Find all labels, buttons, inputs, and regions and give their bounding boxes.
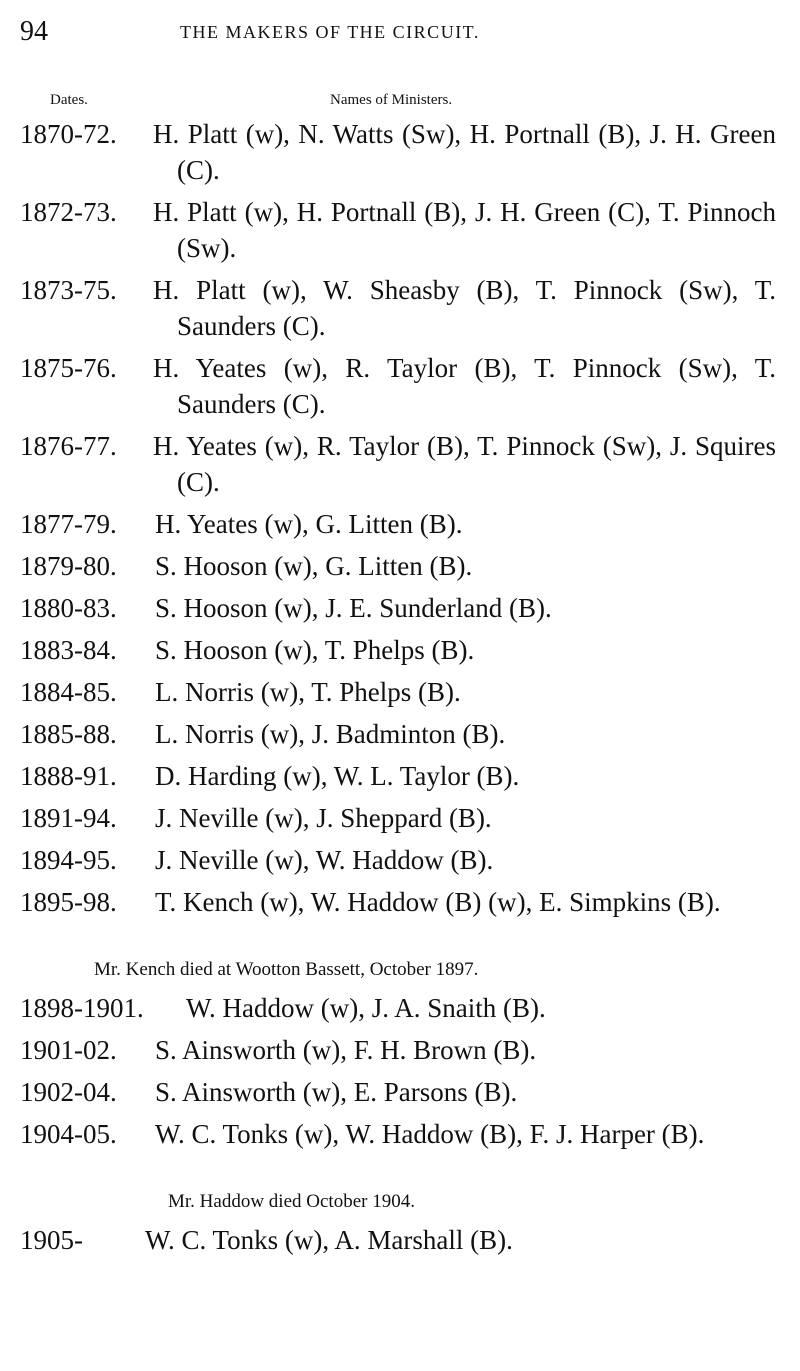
- entry-date: 1902-04.: [20, 1077, 117, 1107]
- list-item: [0, 1032, 800, 1068]
- entry-names: H. Yeates (w), R. Taylor (B), T. Pinnock (Sw), T. Saunders (C).: [153, 353, 776, 419]
- footnote-haddow: Mr. Haddow died October 1904.: [168, 1191, 415, 1212]
- entry-date: 1894-95.: [20, 845, 117, 875]
- entry-names: J. Neville (w), J. Sheppard (B).: [155, 803, 492, 833]
- entry-names: S. Hooson (w), G. Litten (B).: [155, 551, 473, 581]
- running-title: THE MAKERS OF THE CIRCUIT.: [180, 22, 480, 42]
- entry-date: 1895-98.: [20, 887, 117, 917]
- entry-date: 1901-02.: [20, 1035, 117, 1065]
- entry-names: H. Yeates (w), G. Litten (B).: [155, 509, 463, 539]
- entry-date: 1870-72.: [20, 119, 117, 149]
- entry-names: S. Hooson (w), J. E. Sunderland (B).: [155, 593, 552, 623]
- entry-date: 1872-73.: [20, 197, 117, 227]
- list-item: [0, 632, 800, 668]
- list-item: [0, 716, 800, 752]
- list-item: [0, 1116, 800, 1188]
- entry-date: 1877-79.: [20, 509, 117, 539]
- entry-date: 1876-77.: [20, 431, 117, 461]
- entry-date: 1904-05.: [20, 1119, 117, 1149]
- entry-names: H. Platt (w), H. Portnall (B), J. H. Green (C), T. Pinnoch (Sw).: [153, 197, 776, 263]
- entry-names: T. Kench (w), W. Haddow (B) (w), E. Simpkins (B).: [155, 887, 721, 917]
- list-item: [0, 842, 800, 878]
- entry-names: W. C. Tonks (w), W. Haddow (B), F. J. Harper (B).: [155, 1119, 705, 1149]
- entry-date: 1884-85.: [20, 677, 117, 707]
- page-number: 94: [20, 16, 48, 47]
- list-item: [0, 548, 800, 584]
- page-header: [0, 14, 800, 50]
- column-heading-dates: Dates.: [50, 92, 88, 108]
- entry-names: S. Ainsworth (w), E. Parsons (B).: [155, 1077, 518, 1107]
- entry-date: 1875-76.: [20, 353, 117, 383]
- list-item: [0, 116, 800, 188]
- entry-names: S. Hooson (w), T. Phelps (B).: [155, 635, 475, 665]
- list-item: [0, 884, 800, 956]
- entry-date: 1883-84.: [20, 635, 117, 665]
- entry-names: D. Harding (w), W. L. Taylor (B).: [155, 761, 520, 791]
- list-item: [0, 674, 800, 710]
- entry-date: 1905-: [20, 1225, 83, 1255]
- list-item: [0, 590, 800, 626]
- list-item: [0, 506, 800, 542]
- entry-date: 1873-75.: [20, 275, 117, 305]
- list-item: [0, 758, 800, 794]
- list-item: [0, 800, 800, 836]
- entry-names: W. Haddow (w), J. A. Snaith (B).: [186, 993, 546, 1023]
- entry-date: 1880-83.: [20, 593, 117, 623]
- entry-names: J. Neville (w), W. Haddow (B).: [155, 845, 494, 875]
- list-item: [0, 428, 800, 500]
- list-item: [0, 990, 800, 1026]
- entry-names: W. C. Tonks (w), A. Marshall (B).: [145, 1225, 513, 1255]
- entry-names: H. Platt (w), N. Watts (Sw), H. Portnall (B), J. H. Green (C).: [153, 119, 776, 185]
- entry-names: L. Norris (w), J. Badminton (B).: [155, 719, 506, 749]
- list-item: [0, 350, 800, 422]
- entry-date: 1891-94.: [20, 803, 117, 833]
- column-headings: [0, 90, 800, 110]
- ministers-list: [0, 116, 800, 1264]
- list-item: [0, 194, 800, 266]
- footnote-kench: Mr. Kench died at Wootton Bassett, October 1897.: [94, 959, 479, 980]
- entry-names: H. Yeates (w), R. Taylor (B), T. Pinnock (Sw), J. Squires (C).: [153, 431, 776, 497]
- list-item: [0, 1222, 800, 1258]
- entry-date: 1879-80.: [20, 551, 117, 581]
- entry-names: S. Ainsworth (w), F. H. Brown (B).: [155, 1035, 537, 1065]
- entry-date: 1898-1901.: [20, 993, 144, 1023]
- entry-date: 1885-88.: [20, 719, 117, 749]
- entry-names: H. Platt (w), W. Sheasby (B), T. Pinnock (Sw), T. Saunders (C).: [153, 275, 776, 341]
- list-item: [0, 272, 800, 344]
- entry-names: L. Norris (w), T. Phelps (B).: [155, 677, 461, 707]
- entry-date: 1888-91.: [20, 761, 117, 791]
- list-item: [0, 1074, 800, 1110]
- column-heading-names: Names of Ministers.: [330, 92, 453, 108]
